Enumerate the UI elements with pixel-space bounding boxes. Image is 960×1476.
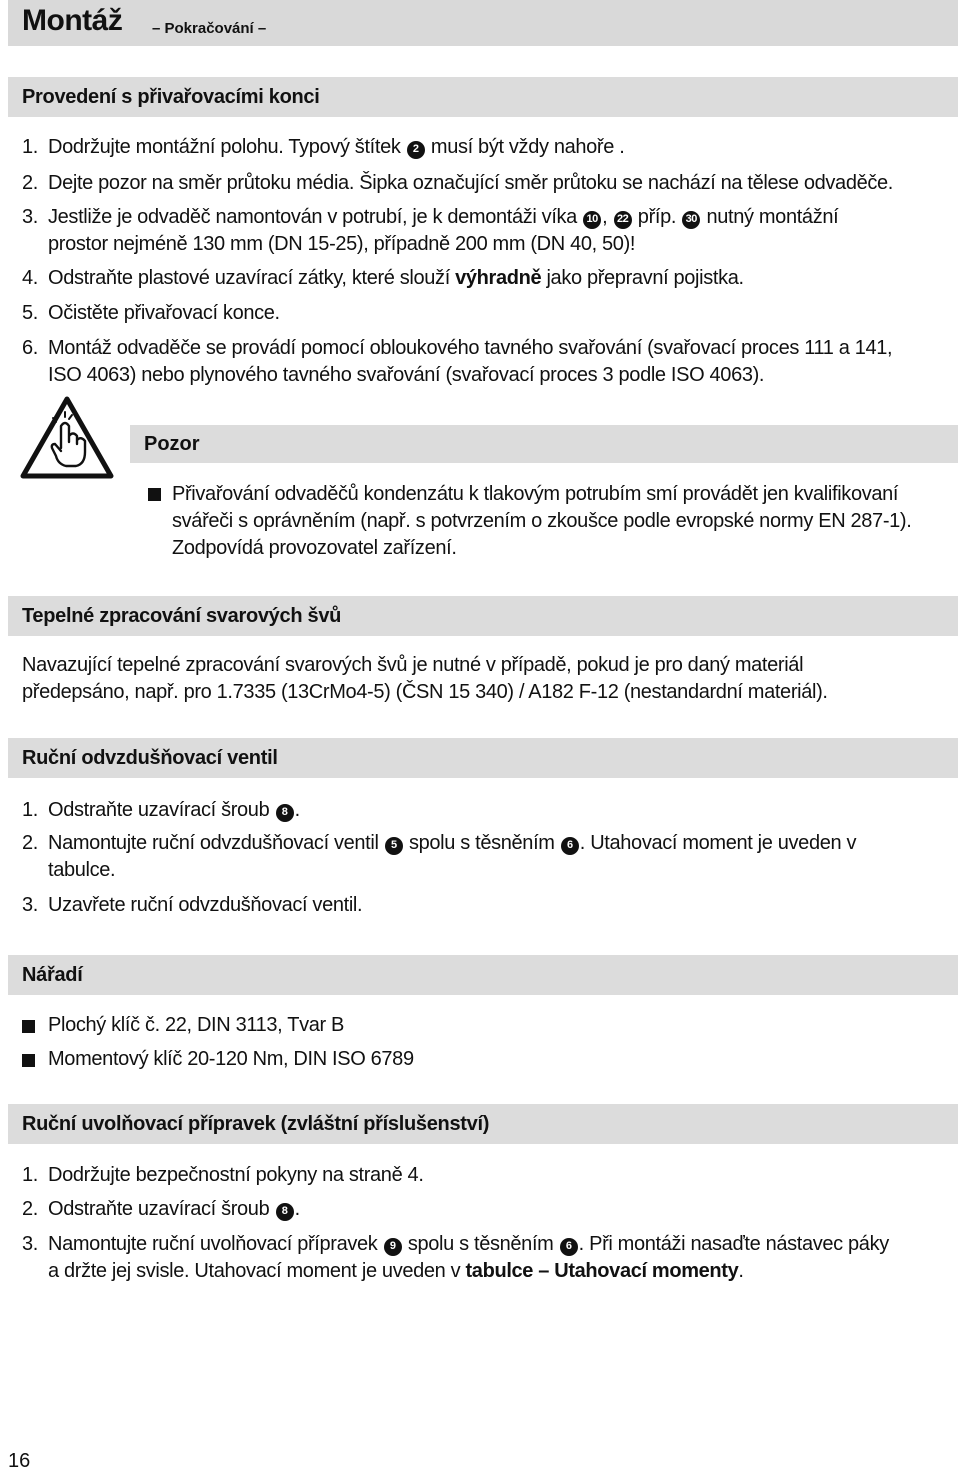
item-text: Dejte pozor na směr průtoku média. Šipka označující směr průtoku se nachází na tělese odvaděče. xyxy=(48,172,894,194)
paragraph-line: předepsáno, např. pro 1.7335 (13CrMo4-5) (ČSN 15 340) / A182 F-12 (nestandardní materiál). xyxy=(22,681,828,703)
item-text: Odstraňte plastové uzavírací zátky, které slouží výhradně jako přepravní pojistka. xyxy=(48,267,744,289)
item-number: 5. xyxy=(22,302,38,324)
item-number: 3. xyxy=(22,894,38,916)
warning-text: svářeči s oprávněním (např. s potvrzením o zkoušce podle evropské normy EN 287-1). xyxy=(172,510,912,532)
section-title: Ruční uvolňovací přípravek (zvláštní příslušenství) xyxy=(22,1113,490,1135)
item-number: 2. xyxy=(22,172,38,194)
section-heading xyxy=(8,596,958,636)
ref-circle-icon: 2 xyxy=(407,141,425,159)
item-number: 4. xyxy=(22,267,38,289)
bullet-icon xyxy=(148,488,161,501)
item-text: tabulce. xyxy=(48,859,116,881)
section-heading xyxy=(8,1104,958,1144)
item-text: Dodržujte montážní polohu. Typový štítek 2 musí být vždy nahoře . xyxy=(48,136,625,158)
item-text: a držte jej svisle. Utahovací moment je uveden v tabulce – Utahovací momenty. xyxy=(48,1260,744,1282)
section-heading xyxy=(8,77,958,117)
item-text: Jestliže je odvaděč namontován v potrubí, je k demontáži víka 10 , 22 příp. 30 nutný montážní xyxy=(48,206,839,228)
section-title: Tepelné zpracování svarových švů xyxy=(22,605,342,627)
item-number: 3. xyxy=(22,1233,38,1255)
bullet-icon xyxy=(22,1020,35,1033)
list-item: Momentový klíč 20-120 Nm, DIN ISO 6789 xyxy=(48,1048,414,1070)
item-number: 1. xyxy=(22,1164,38,1186)
item-text: ISO 4063) nebo plynového tavného svařování (svařovací proces 3 podle ISO 4063). xyxy=(48,364,765,386)
item-text: Odstraňte uzavírací šroub 8 . xyxy=(48,1198,300,1220)
item-text: Odstraňte uzavírací šroub 8 . xyxy=(48,799,300,821)
section-title: Ruční odvzdušňovací ventil xyxy=(22,747,278,769)
item-number: 1. xyxy=(22,799,38,821)
ref-circle-icon: 30 xyxy=(682,211,700,229)
warning-hand-icon xyxy=(20,396,114,480)
item-number: 6. xyxy=(22,337,38,359)
item-text: Namontujte ruční uvolňovací přípravek 9 spolu s těsněním 6 . Při montáži nasaďte nástavec páky xyxy=(48,1233,889,1255)
item-text: prostor nejméně 130 mm (DN 15-25), případně 200 mm (DN 40, 50)! xyxy=(48,233,636,255)
item-number: 1. xyxy=(22,136,38,158)
warning-title: Pozor xyxy=(144,433,200,455)
section-heading xyxy=(8,955,958,995)
ref-circle-icon: 9 xyxy=(384,1238,402,1256)
item-text: Očistěte přivařovací konce. xyxy=(48,302,280,324)
ref-circle-icon: 5 xyxy=(385,837,403,855)
list-item: Plochý klíč č. 22, DIN 3113, Tvar B xyxy=(48,1014,345,1036)
page-title: Montáž xyxy=(22,4,123,37)
ref-circle-icon: 6 xyxy=(561,837,579,855)
section-title: Nářadí xyxy=(22,964,83,986)
item-number: 2. xyxy=(22,832,38,854)
page-number: 16 xyxy=(8,1450,31,1472)
item-text: Uzavřete ruční odvzdušňovací ventil. xyxy=(48,894,363,916)
bullet-icon xyxy=(22,1054,35,1067)
page-header xyxy=(8,0,958,46)
ref-circle-icon: 8 xyxy=(276,1203,294,1221)
section-heading xyxy=(8,738,958,778)
warning-text: Přivařování odvaděčů kondenzátu k tlakovým potrubím smí provádět jen kvalifikovaní xyxy=(172,483,899,505)
section-title: Provedení s přivařovacími konci xyxy=(22,86,320,108)
ref-circle-icon: 22 xyxy=(614,211,632,229)
item-number: 2. xyxy=(22,1198,38,1220)
warning-heading xyxy=(130,425,958,463)
page-subtitle: – Pokračování – xyxy=(152,20,267,37)
item-text: Montáž odvaděče se provádí pomocí obloukového tavného svařování (svařovací proces 111 a 141, xyxy=(48,337,893,359)
paragraph-line: Navazující tepelné zpracování svarových švů je nutné v případě, pokud je pro daný materiál xyxy=(22,654,804,676)
ref-circle-icon: 8 xyxy=(276,804,294,822)
item-text: Dodržujte bezpečnostní pokyny na straně 4. xyxy=(48,1164,424,1186)
ref-circle-icon: 10 xyxy=(583,211,601,229)
ref-circle-icon: 6 xyxy=(560,1238,578,1256)
item-text: Namontujte ruční odvzdušňovací ventil 5 spolu s těsněním 6 . Utahovací moment je uveden v xyxy=(48,832,857,854)
warning-text: Zodpovídá provozovatel zařízení. xyxy=(172,537,457,559)
item-number: 3. xyxy=(22,206,38,228)
